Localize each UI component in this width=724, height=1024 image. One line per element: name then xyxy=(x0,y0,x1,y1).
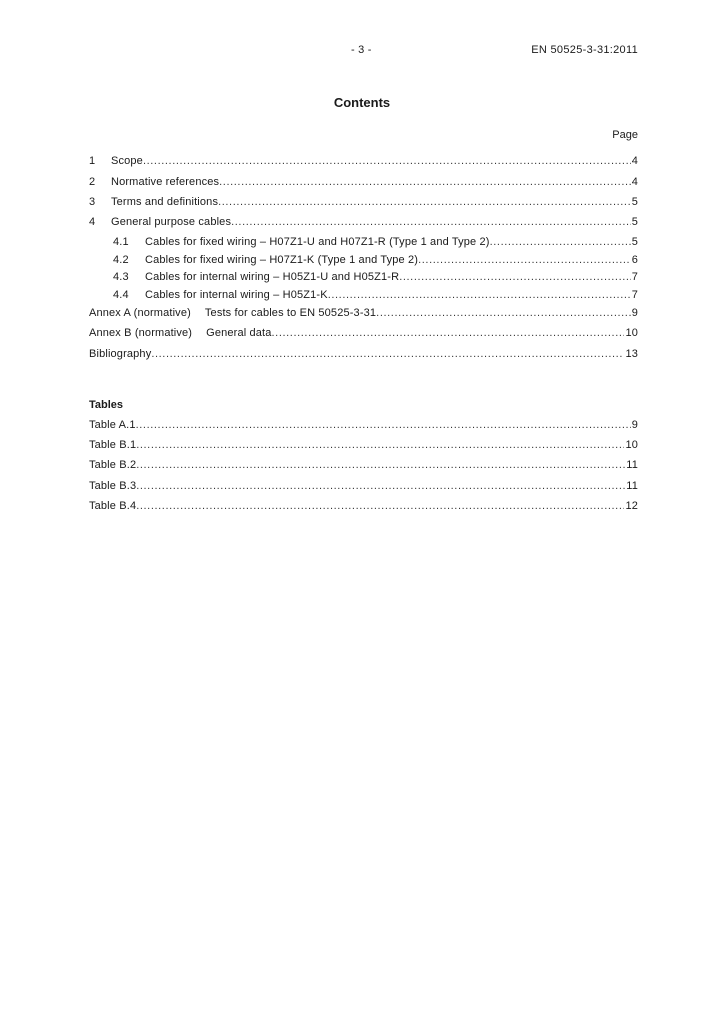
toc-entry-page: 5 xyxy=(631,196,638,208)
dot-leader xyxy=(231,215,631,229)
table-entry-title: Table B.4 xyxy=(89,500,137,512)
toc-entry-page: 7 xyxy=(631,289,638,301)
toc-entry-number: 4.2 xyxy=(113,254,129,266)
toc-entry-page: 5 xyxy=(631,216,638,228)
toc-entry-title: Bibliography xyxy=(89,348,152,360)
dot-leader xyxy=(143,154,631,168)
table-entry-title: Table B.2 xyxy=(89,459,137,471)
table-entry-page: 11 xyxy=(626,480,638,492)
toc-entry-general-purpose-cables[interactable] xyxy=(89,215,638,229)
toc-entry-page: 10 xyxy=(625,327,638,339)
contents-title: Contents xyxy=(333,95,391,110)
table-entry-page: 9 xyxy=(631,419,638,431)
document-id: EN 50525-3-31:2011 xyxy=(531,44,638,56)
toc-entry-title: Cables for fixed wiring – H07Z1-U and H07Z1-R (Type 1 and Type 2) xyxy=(145,236,490,248)
dot-leader xyxy=(218,195,631,209)
toc-entry-4-2[interactable] xyxy=(113,253,638,267)
toc-entry-page: 4 xyxy=(631,176,638,188)
dot-leader xyxy=(272,326,625,340)
toc-entry-page: 9 xyxy=(631,307,638,319)
tables-heading: Tables xyxy=(89,399,124,411)
toc-entry-number: 4 xyxy=(89,216,96,228)
toc-entry-number: 2 xyxy=(89,176,96,188)
toc-entry-terms-and-definitions[interactable] xyxy=(89,195,638,209)
table-entry-page: 10 xyxy=(625,439,638,451)
toc-entry-number: 4.3 xyxy=(113,271,129,283)
table-entry-page: 12 xyxy=(625,500,638,512)
table-entry-title: Table B.1 xyxy=(89,439,137,451)
toc-entry-page: 6 xyxy=(631,254,638,266)
toc-entry-number: 4.4 xyxy=(113,289,129,301)
table-entry-b4[interactable] xyxy=(89,499,638,513)
toc-entry-title: Cables for internal wiring – H05Z1-K xyxy=(145,289,328,301)
page-number: - 3 - xyxy=(351,44,372,56)
toc-entry-annex-b[interactable] xyxy=(89,326,638,340)
table-entry-b1[interactable] xyxy=(89,438,638,452)
toc-entry-page: 7 xyxy=(631,271,638,283)
page-column-label: Page xyxy=(612,129,638,141)
toc-entry-scope[interactable] xyxy=(89,154,638,168)
toc-entry-normative-references[interactable] xyxy=(89,175,638,189)
toc-entry-subtitle: Tests for cables to EN 50525-3-31 xyxy=(204,307,377,319)
table-entry-page: 11 xyxy=(626,459,638,471)
table-entry-b2[interactable] xyxy=(89,458,638,472)
toc-entry-title: Cables for fixed wiring – H07Z1-K (Type 1 and Type 2) xyxy=(145,254,419,266)
dot-leader xyxy=(219,175,631,189)
toc-entry-number: 1 xyxy=(89,155,96,167)
table-entry-title: Table A.1 xyxy=(89,419,136,431)
dot-leader xyxy=(136,499,624,513)
toc-entry-number: 3 xyxy=(89,196,96,208)
toc-entry-page: 4 xyxy=(631,155,638,167)
table-entry-a1[interactable] xyxy=(89,418,638,432)
toc-entry-4-3[interactable] xyxy=(113,270,638,284)
table-entry-b3[interactable] xyxy=(89,479,638,493)
dot-leader xyxy=(151,347,624,361)
table-entry-title: Table B.3 xyxy=(89,480,137,492)
toc-entry-subtitle: General data xyxy=(206,327,272,339)
dot-leader xyxy=(136,458,625,472)
dot-leader xyxy=(399,270,631,284)
toc-entry-title: General purpose cables xyxy=(111,216,232,228)
dot-leader xyxy=(136,438,624,452)
toc-entry-4-1[interactable] xyxy=(113,235,638,249)
toc-entry-4-4[interactable] xyxy=(113,288,638,302)
toc-entry-title: Terms and definitions xyxy=(111,196,219,208)
toc-entry-annex-a[interactable] xyxy=(89,306,638,320)
dot-leader xyxy=(136,418,631,432)
toc-entry-title: Scope xyxy=(111,155,143,167)
toc-entry-bibliography[interactable] xyxy=(89,347,638,361)
toc-entry-page: 13 xyxy=(625,348,638,360)
dot-leader xyxy=(136,479,625,493)
dot-leader xyxy=(490,235,631,249)
dot-leader xyxy=(328,288,631,302)
toc-entry-title: Normative references xyxy=(111,176,220,188)
toc-entry-title: Annex B (normative) xyxy=(89,327,193,339)
dot-leader xyxy=(418,253,631,267)
toc-entry-title: Annex A (normative) xyxy=(89,307,191,319)
dot-leader xyxy=(376,306,631,320)
toc-entry-number: 4.1 xyxy=(113,236,129,248)
toc-entry-title: Cables for internal wiring – H05Z1-U and H05Z1-R xyxy=(145,271,400,283)
toc-entry-page: 5 xyxy=(631,236,638,248)
